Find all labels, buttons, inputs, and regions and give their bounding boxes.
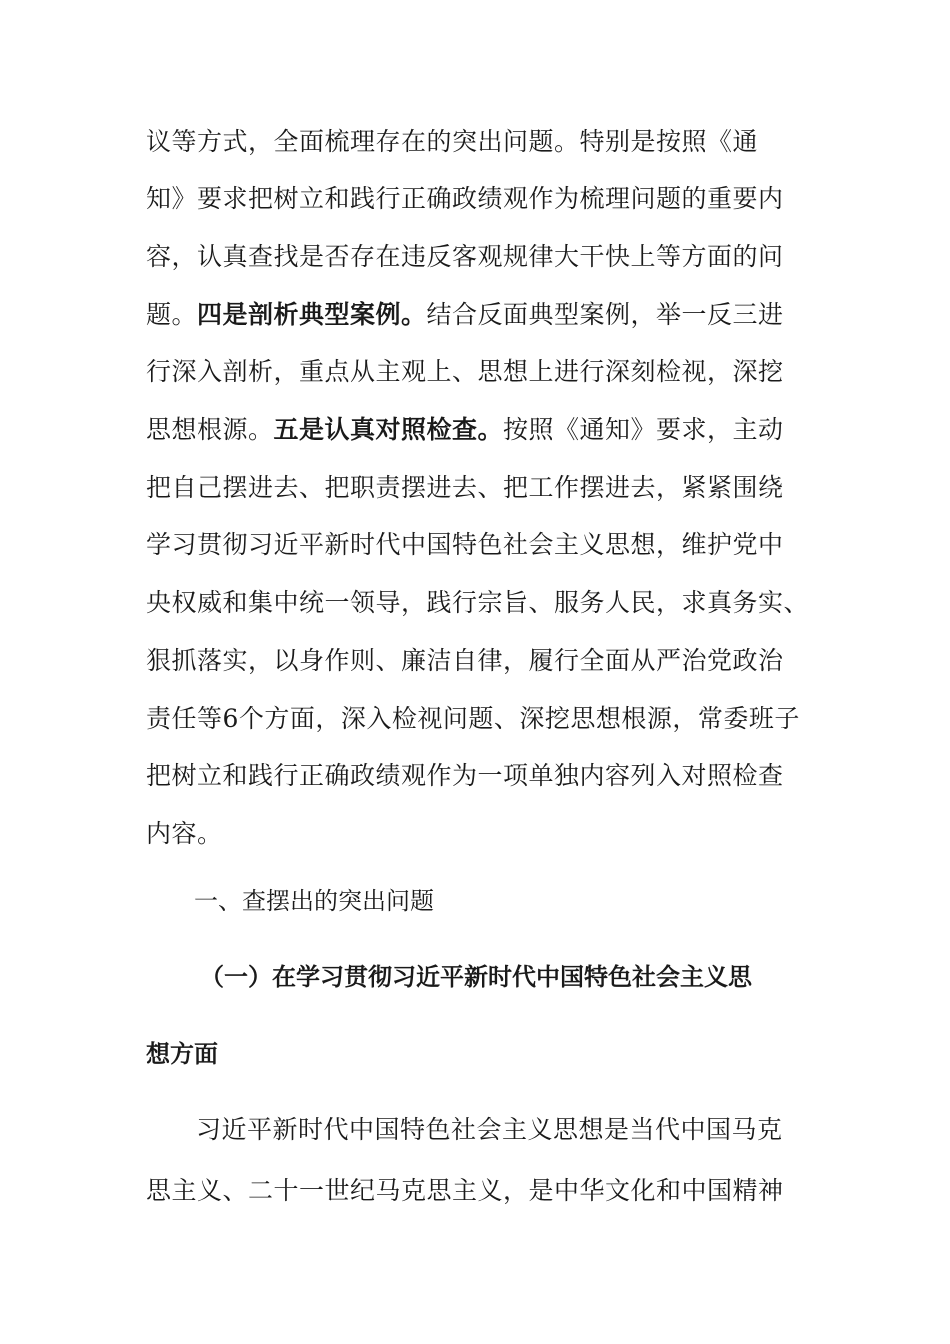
paragraph-line: 学习贯彻习近平新时代中国特色社会主义思想，维护党中	[146, 530, 784, 559]
subsection-heading-line: （一）在学习贯彻习近平新时代中国特色社会主义思	[200, 962, 752, 991]
paragraph-line: 习近平新时代中国特色社会主义思想是当代中国马克	[196, 1115, 783, 1144]
text-run: 题。	[146, 300, 198, 329]
paragraph-line: 把树立和践行正确政绩观作为一项单独内容列入对照检查	[146, 761, 784, 790]
paragraph-line	[146, 410, 784, 450]
paragraph-line: 思主义、二十一世纪马克思主义，是中华文化和中国精神	[146, 1176, 784, 1205]
paragraph-line: 内容。	[146, 819, 223, 848]
text-run: 结合反面典型案例，举一反三进	[426, 300, 784, 329]
paragraph-line: 行深入剖析，重点从主观上、思想上进行深刻检视，深挖	[146, 357, 784, 386]
paragraph-line: 议等方式，全面梳理存在的突出问题。特别是按照《通	[146, 127, 759, 156]
section-heading: 一、查摆出的突出问题	[194, 887, 434, 915]
paragraph-line: 把自己摆进去、把职责摆进去、把工作摆进去，紧紧围绕	[146, 473, 784, 502]
paragraph-line: 狠抓落实，以身作则、廉洁自律，履行全面从严治党政治	[146, 646, 784, 675]
subsection-heading-line: 想方面	[146, 1039, 218, 1068]
paragraph-line: 容，认真查找是否存在违反客观规律大干快上等方面的问	[146, 242, 784, 271]
paragraph-line: 责任等6个方面，深入检视问题、深挖思想根源，常委班子	[146, 704, 800, 733]
bold-run-point-five: 五是认真对照检查。	[273, 415, 504, 444]
paragraph-line: 央权威和集中统一领导，践行宗旨、服务人民，求真务实、	[146, 588, 810, 617]
text-run: 思想根源。	[146, 415, 274, 444]
bold-run-point-four: 四是剖析典型案例。	[197, 300, 427, 329]
text-run: 按照《通知》要求，主动	[503, 415, 784, 444]
paragraph-line	[146, 295, 784, 335]
paragraph-line: 知》要求把树立和践行正确政绩观作为梳理问题的重要内	[146, 184, 784, 213]
